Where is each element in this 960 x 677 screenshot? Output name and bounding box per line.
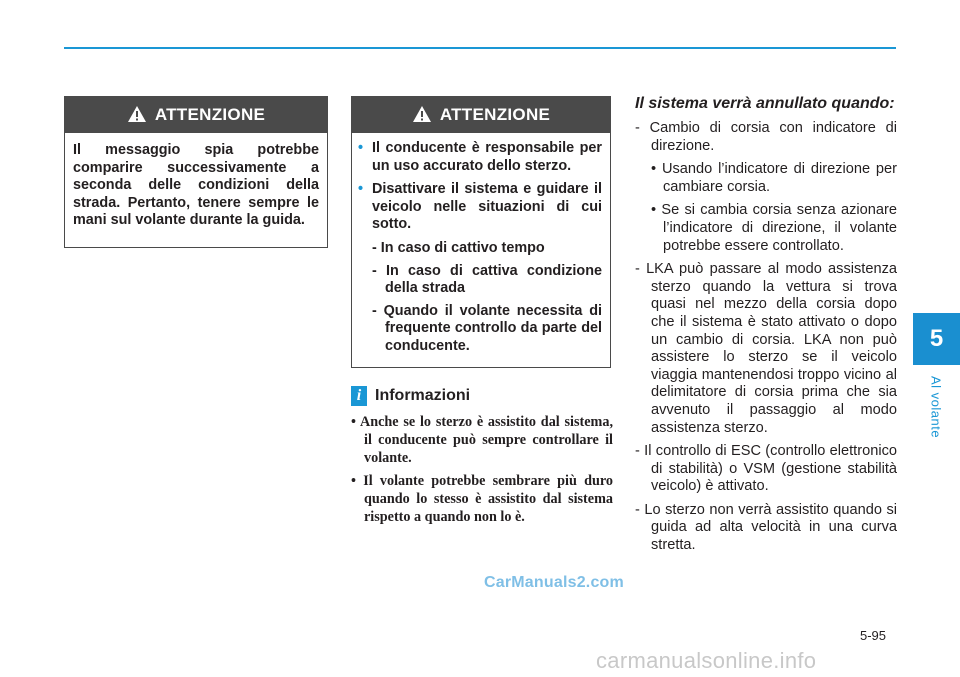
info-section: [351, 386, 613, 533]
info-heading: Informazioni: [375, 387, 471, 404]
warning-box-left: [64, 96, 328, 248]
chapter-number-tab: 5: [913, 313, 960, 365]
sub-paragraph: • Usando l’indicatore di direzione per cambiare corsia.: [651, 161, 897, 195]
section-title: Il sistema verrà annullato quando:: [635, 95, 895, 112]
watermark-link[interactable]: CarManuals2.com: [484, 574, 624, 591]
chapter-title: Al volante: [928, 375, 944, 439]
info-icon: i: [351, 386, 367, 406]
warning-list: [352, 133, 610, 369]
bullet-icon: •: [358, 181, 364, 198]
warning-box-middle: [351, 96, 611, 368]
warning-item-text: Il conducente è responsabile per un uso accurato dello sterzo.: [372, 140, 602, 174]
warning-triangle-icon: [127, 105, 147, 123]
site-watermark: carmanualsonline.info: [596, 648, 817, 673]
info-item: • Il volante potrebbe sembrare più duro quando lo stesso è assistito dal sistema rispetto a quando non lo è.: [351, 473, 613, 525]
top-rule: [64, 47, 896, 49]
warning-heading: ATTENZIONE: [439, 105, 551, 124]
warning-sub-item: - In caso di cattivo tempo: [372, 239, 545, 256]
page-number: 5-95: [860, 628, 887, 643]
warning-text: Il messaggio spia potrebbe comparire successivamente a seconda delle condizioni della strada. Pertanto, tenere sempre le mani sul volante durante la guida.: [73, 142, 319, 229]
warning-box-header: [65, 97, 327, 133]
paragraph: - Cambio di corsia con indicatore di direzione.: [635, 120, 897, 154]
info-header: [351, 386, 613, 406]
warning-heading: ATTENZIONE: [154, 105, 266, 124]
warning-item: [358, 140, 602, 175]
bullet-icon: •: [358, 140, 364, 156]
info-item: • Anche se lo sterzo è assistito dal sistema, il conducente può sempre controllare il volante.: [351, 414, 613, 466]
right-column: [635, 95, 897, 561]
warning-box-header: [352, 97, 610, 133]
paragraph: - Lo sterzo non verrà assistito quando si guida ad alta velocità in una curva stretta.: [635, 501, 897, 554]
sub-paragraph: • Se si cambia corsia senza azionare l’indicatore di direzione, il volante potrebbe essere controllato.: [651, 202, 897, 254]
warning-sub-item: - Quando il volante necessita di frequente controllo da parte del conducente.: [372, 302, 602, 354]
info-list: [351, 414, 613, 527]
warning-item: [358, 181, 602, 234]
paragraph: - LKA può passare al modo assistenza sterzo quando la vettura si trova quasi nel mezzo della corsia dopo che il sistema è stato attivato o dopo un cambio di corsia. LKA non può assistere lo sterzo se il veicolo viaggia mantenendosi troppo vicino al delimitatore di corsia prima che sia avvenuto il passaggio al modo assistenza sterzo.: [635, 261, 897, 436]
warning-triangle-icon: [412, 105, 432, 123]
warning-sub-item: - In caso di cattiva condizione della strada: [372, 262, 602, 297]
warning-item-text: Disattivare il sistema e guidare il veicolo nelle situazioni di cui sotto.: [372, 181, 602, 233]
paragraph: - Il controllo di ESC (controllo elettronico di stabilità) o VSM (gestione stabilità veicolo) è attivato.: [635, 443, 897, 495]
